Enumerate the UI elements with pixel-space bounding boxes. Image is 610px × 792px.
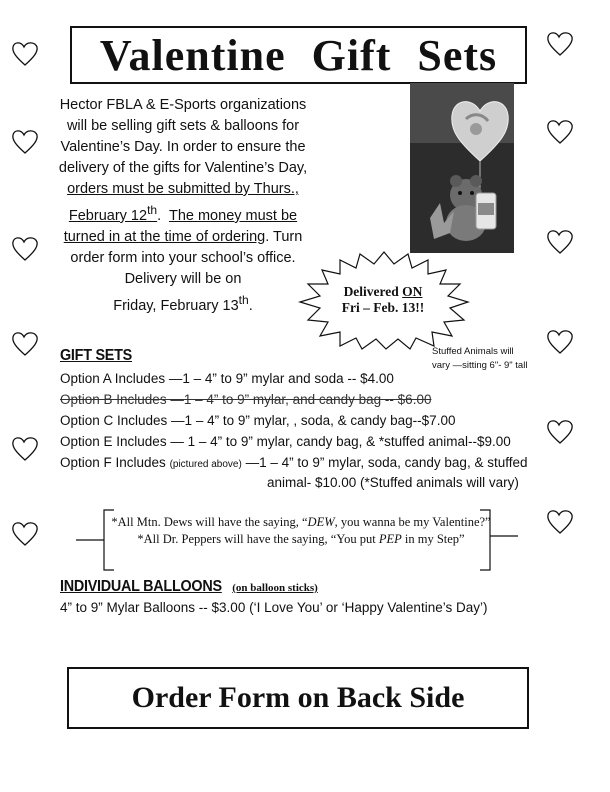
intro-line: Hector FBLA & E-Sports organizations: [59, 97, 307, 113]
saying-text: *All Mtn. Dews will have the saying, “: [111, 515, 308, 529]
saying-text: in my Step”: [401, 532, 465, 546]
dr-pepper-saying: [108, 531, 494, 548]
heart-icon: [545, 30, 575, 58]
delivery-callout: [318, 284, 448, 316]
option-f-note: (pictured above): [169, 459, 242, 470]
delivery-date-text: Friday, February 13: [113, 297, 239, 314]
individual-balloons-note: (on balloon sticks): [232, 582, 318, 594]
payment-text: turned in at the time of ordering: [63, 228, 266, 245]
heart-icon: [10, 330, 40, 358]
balloon-price-line: 4” to 9” Mylar Balloons -- $3.00 (‘I Love You’ or ‘Happy Valentine’s Day’): [60, 600, 488, 615]
option-b: Option B Includes —1 – 4” to 9” mylar, and candy bag -- $6.00: [60, 392, 432, 407]
intro-line: Delivery will be on: [124, 270, 242, 287]
saying-emphasis: DEW: [307, 515, 335, 529]
intro-line: [58, 227, 308, 248]
saying-text: , you wanna be my Valentine?”: [334, 515, 491, 529]
heart-icon: [545, 418, 575, 446]
option-c: Option C Includes —1 – 4” to 9” mylar, , soda, & candy bag--$7.00: [60, 413, 456, 428]
heart-icon: [10, 435, 40, 463]
option-f-label: Option F Includes: [60, 455, 170, 470]
callout-emphasis: ON: [402, 284, 423, 299]
note-line: Stuffed Animals will: [432, 346, 514, 357]
payment-text: The money must be: [168, 207, 298, 224]
punctuation: .: [248, 297, 253, 314]
gift-set-photo: [410, 83, 514, 253]
deadline-text: orders must be submitted by Thurs.,: [67, 181, 299, 197]
note-line: vary —sitting 6"- 9" tall: [432, 360, 528, 371]
sayings-text: [108, 514, 494, 548]
intro-paragraph: [58, 95, 308, 317]
title-box: [70, 26, 527, 84]
heart-icon: [10, 128, 40, 156]
punctuation: .: [157, 207, 162, 224]
intro-line: order form into your school’s office.: [70, 249, 296, 266]
heart-icon: [545, 508, 575, 536]
callout-date: Fri – Feb. 13!!: [341, 300, 425, 315]
intro-line: will be selling gift sets & balloons for: [66, 118, 300, 134]
intro-line: delivery of the gifts for Valentine’s Day,: [58, 160, 308, 176]
option-e: Option E Includes — 1 – 4” to 9” mylar, candy bag, & *stuffed animal--$9.00: [60, 434, 511, 449]
individual-balloons-heading: INDIVIDUAL BALLOONS: [60, 578, 222, 595]
order-form-note: Order Form on Back Side: [131, 681, 465, 714]
saying-text: *All Dr. Peppers will have the saying, “You put: [137, 532, 379, 546]
order-form-box: [67, 667, 529, 729]
page-title: Valentine Gift Sets: [99, 30, 498, 80]
delivery-date: [58, 290, 308, 317]
option-a: Option A Includes —1 – 4” to 9” mylar and soda -- $4.00: [60, 371, 394, 386]
heart-icon: [545, 118, 575, 146]
intro-line: Valentine’s Day. In order to ensure the: [60, 139, 306, 155]
deadline-date: February 12: [68, 207, 148, 224]
intro-text: . Turn: [265, 228, 303, 245]
heart-icon: [10, 40, 40, 68]
option-f-text: —1 – 4” to 9” mylar, soda, candy bag, & stuffed: [241, 455, 528, 470]
callout-text: Delivered: [343, 284, 403, 299]
individual-balloons-heading-row: [60, 578, 318, 596]
intro-line: [58, 200, 308, 227]
ordinal-suffix: th: [147, 203, 158, 217]
stuffed-animal-note: [432, 345, 552, 373]
ordinal-suffix: th: [238, 292, 249, 307]
option-f: [60, 453, 527, 475]
option-f-continued: animal- $10.00 (*Stuffed animals will vary): [267, 475, 519, 490]
mtn-dew-saying: [108, 514, 494, 531]
heart-icon: [10, 520, 40, 548]
saying-emphasis: PEP: [378, 532, 402, 546]
heart-icon: [545, 228, 575, 256]
gift-sets-heading: GIFT SETS: [60, 347, 132, 364]
heart-icon: [10, 235, 40, 263]
